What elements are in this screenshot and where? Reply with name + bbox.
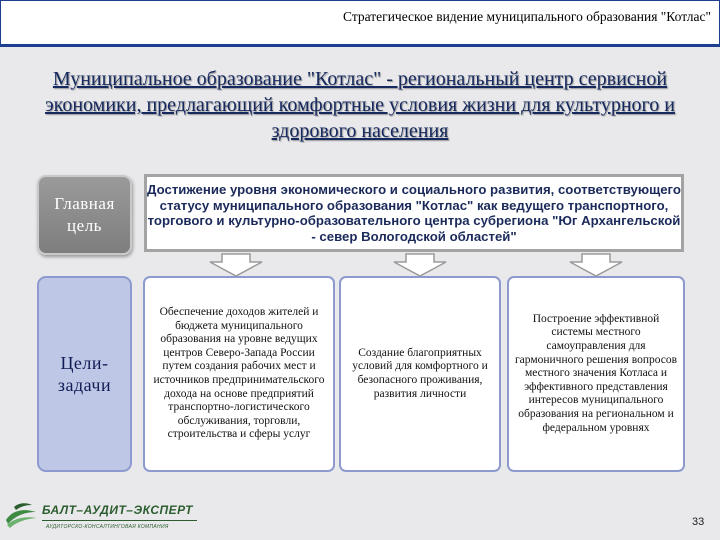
company-logo-icon [4, 498, 38, 532]
main-goal-text: Достижение уровня экономического и социального развития, соответствующего статусу муниципального образования "Котлас" как ведущего транспортного, торгового и культурно-образовательного центра субрегиона "Юг Архангельской - север Вологодской областей" [144, 174, 684, 252]
page-number: 33 [692, 516, 705, 528]
company-name: БАЛТ–АУДИТ–ЭКСПЕРТ [42, 503, 194, 517]
company-subtitle: АУДИТОРСКО-КОНСАЛТИНГОВАЯ КОМПАНИЯ [46, 524, 169, 530]
down-arrow-icon [392, 253, 448, 277]
down-arrow-icon [208, 253, 264, 277]
slide-header [0, 0, 720, 46]
company-divider [42, 520, 197, 521]
vision-statement: Муниципальное образование "Котлас" - региональный центр сервисной экономики, предлагающий комфортные условия жизни для культурного и здорового населения [45, 68, 675, 142]
header-divider [0, 44, 720, 47]
tasks-label: Цели-задачи [37, 276, 132, 472]
task-item-living-conditions: Создание благоприятных условий для комфортного и безопасного проживания, развития личности [339, 276, 501, 472]
main-goal-label: Главная цель [37, 175, 132, 255]
down-arrow-icon [568, 253, 624, 277]
task-item-income: Обеспечение доходов жителей и бюджета муниципального образования на уровне ведущих центров Северо-Запада России путем создания рабочих мест и источников предпринимательского дохода на основе предприятий транспортно-логистического обслуживания, торговли, строительства и сферы услуг [143, 276, 335, 472]
slide-title: Стратегическое видение муниципального образования "Котлас" [343, 9, 711, 24]
task-item-self-government: Построение эффективной системы местного самоуправления для гармоничного решения вопросов местного значения Котласа и эффективного представления интересов муниципального образования на региональном и федеральном уровнях [507, 276, 685, 472]
